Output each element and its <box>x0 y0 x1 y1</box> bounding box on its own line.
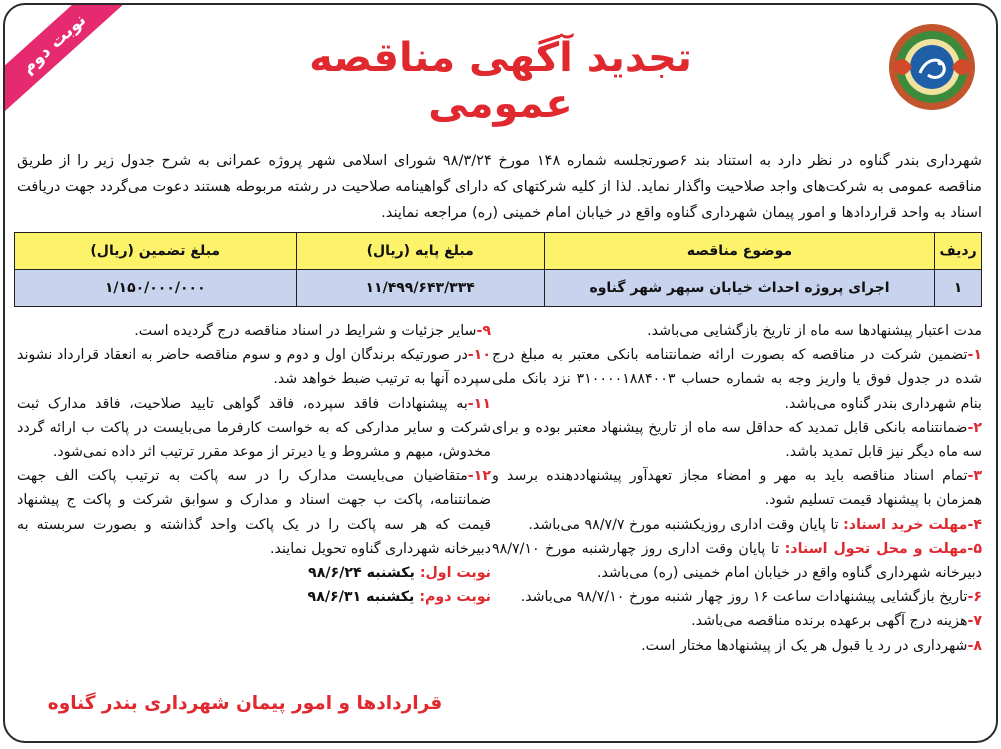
condition-3 <box>492 464 982 512</box>
condition-number: ۵- <box>967 540 982 557</box>
condition-number: ۷- <box>967 613 982 630</box>
municipality-emblem-icon <box>886 21 978 113</box>
condition-6 <box>492 585 982 609</box>
condition-number: ۴- <box>967 516 982 533</box>
condition-text: ضمانتنامه بانکی قابل تمدید که حداقل سه ماه از تاریخ پیشنهاد معتبر بوده و برای سه ماه دیگر نیز قابل تمدید باشد. <box>492 419 982 461</box>
condition-text: در صورتیکه برندگان اول و دوم و سوم مناقصه حاضر به انعقاد قرارداد نشوند سپرده آنها به ترتیب ضبط خواهد شد. <box>17 347 491 388</box>
guarantee-amount: ۱/۱۵۰/۰۰۰/۰۰۰ <box>15 270 297 307</box>
base-amount: ۱۱/۴۹۹/۶۴۳/۳۳۴ <box>296 270 544 307</box>
first-publication-date: یکشنبه ۹۸/۶/۲۴ <box>308 565 415 582</box>
first-publication-label: نوبت اول: <box>419 565 491 582</box>
header-row-number: ردیف <box>935 233 982 270</box>
intro-paragraph: شهرداری بندر گناوه در نظر دارد به استناد بند ۶صورتجلسه شماره ۱۴۸ مورخ ۹۸/۳/۲۴ شورای اسلامی شهر پروژه عمرانی به شرح جدول زیر را از طریق مناقصه عمومی به شرکت‌های واجد صلاحیت واگذار نماید. لذا از کلیه شرکتهای که دارای گواهینامه صلاحیت در رشته مربوطه هستند دعوت می‌گردد جهت دریافت اسناد به واحد قراردادها و امور پیمان شهرداری گناوه واقع در خیابان امام خمینی (ره) مراجعه نمایند. <box>17 151 982 221</box>
condition-7 <box>492 609 982 633</box>
condition-8 <box>492 634 982 658</box>
condition-10 <box>17 343 491 391</box>
badge-label: نوبت دوم <box>17 10 91 78</box>
condition-number: ۱۲- <box>467 468 491 485</box>
condition-2 <box>492 416 982 464</box>
condition-number: ۱۰- <box>467 347 491 364</box>
condition-text: تضمین شرکت در مناقصه که بصورت ارائه ضمانتنامه بانکی معتبر به مبلغ درج شده در جدول فوق یا واریز وجه به شماره حساب ۳۱۰۰۰۰۱۸۸۴۰۰۳ نزد بانک ملی بنام شهرداری بندر گناوه می‌باشد. <box>492 347 982 412</box>
second-publication-label: نوبت دوم: <box>419 589 491 606</box>
first-publication <box>17 561 491 585</box>
condition-12 <box>17 464 491 561</box>
condition-text: متقاضیان می‌بایست مدارک را در سه پاکت به ترتیب پاکت الف جهت ضمانتنامه، پاکت ب جهت اسناد و مدارک و سوابق شرکت و پاکت ج پیشنهاد قیمت که هر سه پاکت را در یک پاکت واحد گذاشته و بصورت سربسته به دبیرخانه شهرداری گناوه تحویل نمایند. <box>17 468 491 557</box>
issuer-footer: قراردادها و امور پیمان شهرداری بندر گناوه <box>47 693 443 714</box>
condition-9 <box>17 319 491 343</box>
header-guarantee-amount: مبلغ تضمین (ریال) <box>15 233 297 270</box>
notice-title: تجدید آگهی مناقصه عمومی <box>309 35 692 127</box>
table-row <box>15 270 982 307</box>
condition-11 <box>17 392 491 465</box>
header-base-amount: مبلغ پایه (ریال) <box>296 233 544 270</box>
condition-text: تمام اسناد مناقصه باید به مهر و امضاء مجاز تعهدآور پیشنهاددهنده برسد و همزمان با پیشنهاد قیمت تسلیم شود. <box>492 468 982 509</box>
tender-notice <box>3 3 998 743</box>
conditions-right-column <box>492 319 982 658</box>
condition-text: هزینه درج آگهی برعهده برنده مناقصه می‌باشد. <box>691 613 968 630</box>
condition-text: تا پایان وقت اداری روزیکشنبه مورخ ۹۸/۷/۷ می‌باشد. <box>528 516 844 533</box>
header-subject: موضوع مناقصه <box>544 233 934 270</box>
condition-number: ۶- <box>967 589 982 606</box>
validity-note: مدت اعتبار پیشنهادها سه ماه از تاریخ بازگشایی می‌باشد. <box>647 323 982 339</box>
condition-number: ۳- <box>967 468 982 485</box>
condition-number: ۲- <box>967 419 982 436</box>
condition-text: شهرداری در رد یا قبول هر یک از پیشنهادها مختار است. <box>641 637 968 654</box>
condition-1 <box>492 343 982 416</box>
condition-5 <box>492 537 982 585</box>
condition-text: تا پایان وقت اداری روز چهارشنبه مورخ ۹۸/۷/۱۰ دبیرخانه شهرداری گناوه واقع در خیابان امام خمینی (ره) می‌باشد. <box>492 540 982 582</box>
condition-text: سایر جزئیات و شرایط در اسناد مناقصه درج گردیده است. <box>134 323 477 339</box>
badge-ribbon <box>3 3 129 114</box>
condition-number: ۸- <box>967 637 982 654</box>
condition-heading: مهلت خرید اسناد: <box>843 516 968 533</box>
second-publication-date: یکشنبه ۹۸/۶/۳۱ <box>307 589 415 606</box>
condition-number: ۱- <box>967 347 982 364</box>
condition-number: ۹- <box>476 323 491 339</box>
condition-text: به پیشنهادات فاقد سپرده، فاقد گواهی تایید صلاحیت، فاقد مدارک ثبت شرکت و سایر مدارکی که به خواست کارفرما می‌بایست در پاکت ب ارائه گردد مخدوش، مبهم و مشروط و یا دیرتر از موعد مقرر ترتیب اثر داده نمی‌شود. <box>17 395 491 461</box>
tender-table <box>14 232 982 307</box>
condition-text: تاریخ بازگشایی پیشنهادات ساعت ۱۶ روز چهار شنبه مورخ ۹۸/۷/۱۰ می‌باشد. <box>520 589 968 606</box>
row-number: ۱ <box>935 270 982 307</box>
tender-subject: اجرای پروژه احداث خیابان سپهر شهر گناوه <box>544 270 934 307</box>
condition-4 <box>492 513 982 537</box>
table-header-row <box>15 233 982 270</box>
condition-number: ۱۱- <box>467 395 491 412</box>
condition-heading: مهلت و محل تحول اسناد: <box>784 540 968 557</box>
conditions-left-column <box>17 319 491 609</box>
second-publication <box>17 585 491 609</box>
